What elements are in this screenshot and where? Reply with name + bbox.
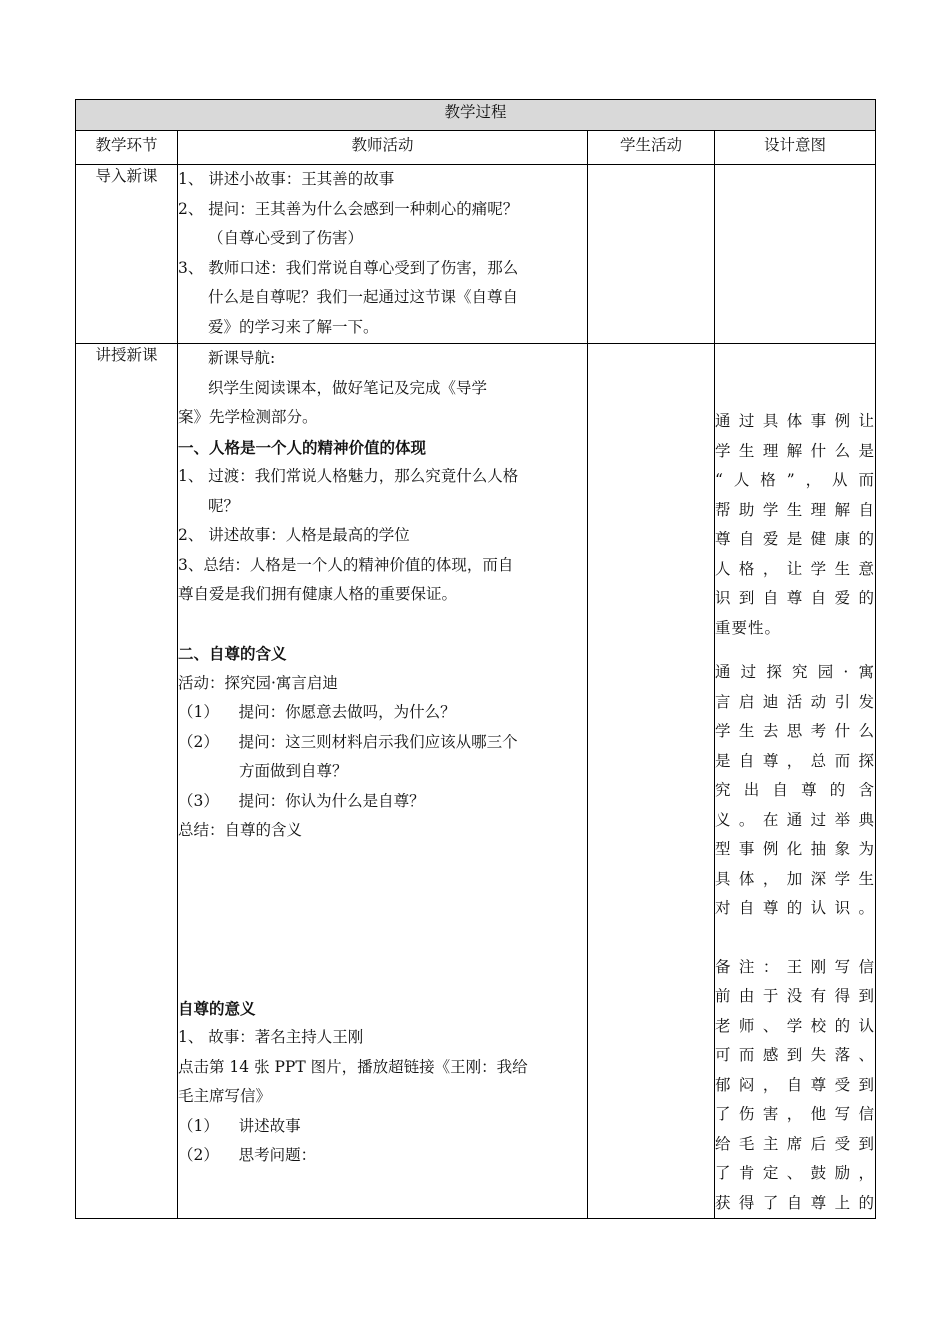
text-line: （2） 提问：这三则材料启示我们应该从哪三个 [178,732,518,751]
design-text-line: 帮助学生理解自 [715,500,876,519]
spacer [178,610,587,640]
text-line: 织学生阅读课本，做好笔记及完成《导学 [208,378,488,397]
text-line: 1、 故事：著名主持人王刚 [178,1028,364,1046]
design-text-line: 具体，加深学生 [715,869,876,888]
spacer [715,924,875,953]
design-paragraph-3 [715,953,875,1219]
header-teacher-activity: 教师活动 [178,131,588,165]
design-text-line: 郁闷，自尊受到 [715,1075,876,1094]
design-text-line: 识到自尊自爱的 [715,589,876,607]
design-text-line: 学生理解什么是 [715,441,876,460]
design-paragraph-2 [715,658,875,924]
header-design-intent: 设计意图 [715,131,876,165]
nav-title: 新课导航: [208,349,276,367]
design-text-line: 了伤害，他写信 [715,1105,876,1123]
design-text-line: 了肯定、鼓励， [715,1164,876,1182]
text-line: 爱》的学习来了解一下。 [208,317,379,336]
teacher-activity-cell [178,165,588,344]
section-title: 一、人格是一个人的精神价值的体现 [178,437,427,457]
stage-cell: 讲授新课 [76,344,178,1219]
table-row [76,344,876,1219]
design-text-line: 是自尊，总而探 [715,751,876,770]
text-line: 2、 提问：王其善为什么会感到一种刺心的痛呢？ [178,199,519,218]
design-text-line: 前由于没有得到 [715,987,876,1005]
text-line: （自尊心受到了伤害） [208,229,364,247]
text-line: 1、 讲述小故事：王其善的故事 [178,170,395,188]
design-text-line: 究出自尊的含 [715,781,876,799]
design-text-line: 通过具体事例让 [715,412,876,430]
text-line: 什么是自尊呢？我们一起通过这节课《自尊自 [208,288,519,306]
section-title: 二、自尊的含义 [178,644,287,663]
table-row [76,165,876,344]
design-text-line: 老师、学校的认 [715,1016,876,1035]
text-line: 毛主席写信》 [178,1087,272,1105]
spacer [715,643,875,658]
text-line: 1、 过渡：我们常说人格魅力，那么究竟什么人格 [178,467,519,485]
text-line: 3、 教师口述：我们常说自尊心受到了伤害，那么 [178,258,519,277]
section-title: 自尊的意义 [178,998,256,1018]
design-paragraph-1 [715,407,875,643]
design-text-line: 尊自爱是健康的 [715,530,876,548]
design-text-line: 型事例化抽象为 [715,840,876,858]
design-intent-cell [715,165,876,344]
text-line: 呢？ [208,496,240,515]
stage-cell: 导入新课 [76,165,178,344]
header-student-activity: 学生活动 [588,131,715,165]
text-line: 活动：探究园·寓言启迪 [178,673,338,692]
text-line: （1） 提问：你愿意去做吗，为什么？ [178,703,456,721]
teacher-activity-cell [178,344,588,1219]
design-text-line: 获得了自尊上的 [715,1193,876,1212]
table-title-row [76,100,876,131]
design-intent-cell [715,344,876,1219]
header-stage: 教学环节 [76,131,178,165]
design-text-line: 通过探究园·寓 [715,663,876,681]
text-line: 方面做到自尊？ [239,762,348,780]
text-line: （3） 提问：你认为什么是自尊？ [178,791,425,810]
design-text-line: 重要性。 [715,618,782,637]
design-text-line: 言启迪活动引发 [715,692,876,711]
text-line: 3、总结：人格是一个人的精神价值的体现，而自 [178,555,514,574]
text-line: 点击第 14 张 PPT 图片，播放超链接《王刚：我给 [178,1057,528,1076]
design-text-line: “人格”，从而 [715,471,876,489]
design-text-line: 可而感到失落、 [715,1046,876,1064]
design-text-line: 人格，让学生意 [715,559,876,578]
table-title: 教学过程 [76,100,876,131]
table-header-row [76,131,876,165]
spacer [715,344,875,407]
design-text-line: 义。在通过举典 [715,810,876,829]
spacer [178,846,587,994]
design-text-line: 备注：王刚写信 [715,957,876,976]
text-line: （1） 讲述故事 [178,1116,301,1135]
design-text-line: 给毛主席后受到 [715,1134,876,1153]
student-activity-cell [588,344,715,1219]
text-line: （2） 思考问题： [178,1146,317,1164]
design-text-line: 学生去思考什么 [715,722,876,740]
student-activity-cell [588,165,715,344]
text-line: 总结：自尊的含义 [178,821,303,839]
lesson-process-table [75,99,876,1219]
text-line: 尊自爱是我们拥有健康人格的重要保证。 [178,585,458,603]
text-line: 2、 讲述故事：人格是最高的学位 [178,526,410,544]
text-line: 案》先学检测部分。 [178,408,318,426]
design-text-line: 对自尊的认识。 [715,899,876,917]
